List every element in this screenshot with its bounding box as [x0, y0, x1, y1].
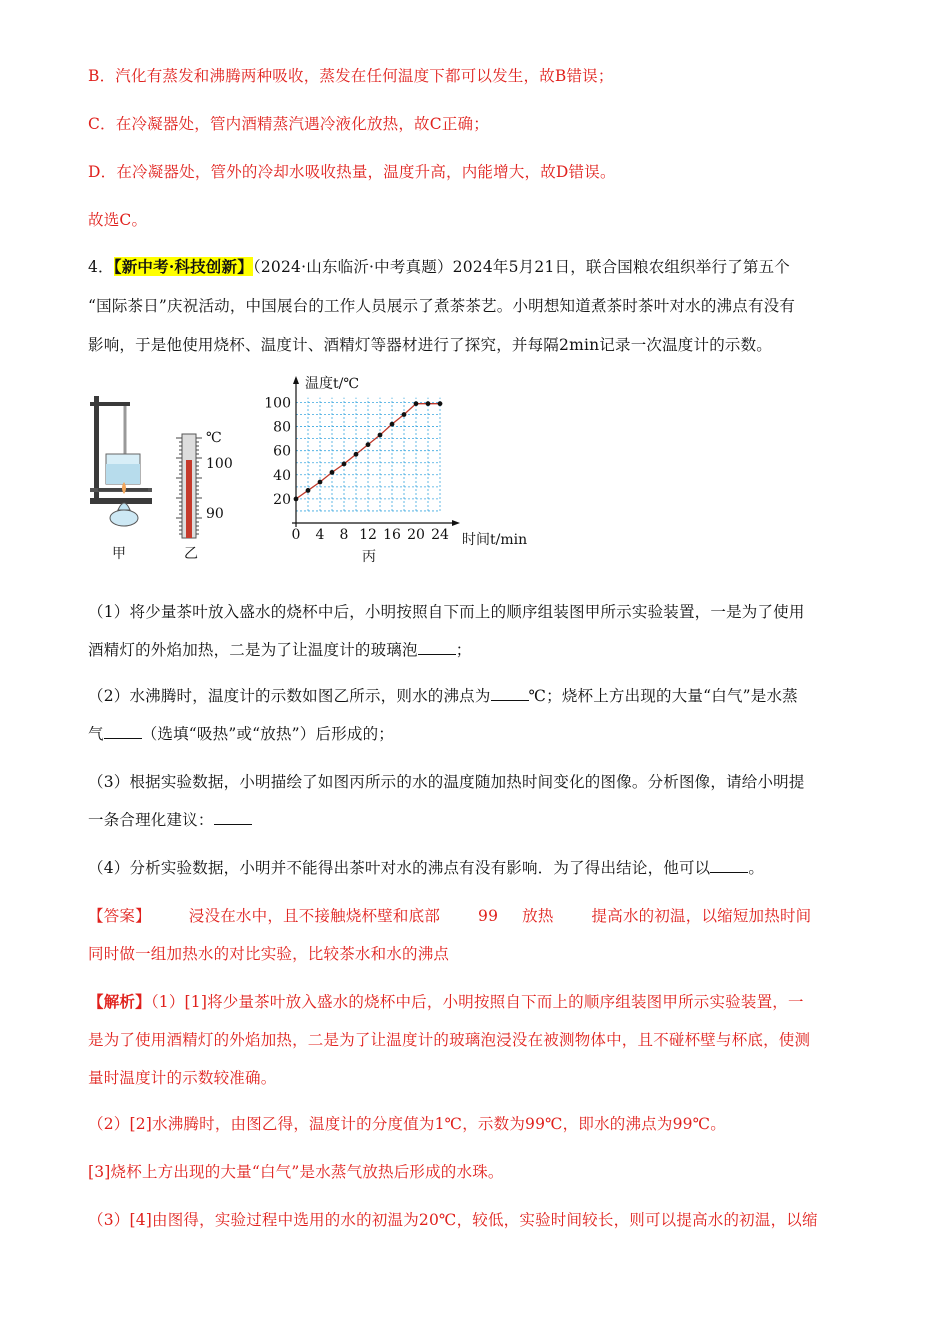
chart-data-point: [378, 433, 383, 438]
question-text-1: （2024·山东临沂·中考真题）2024年5月21日，联合国粮农组织举行了第五个: [252, 258, 791, 276]
chart-data-point: [366, 442, 371, 447]
chart-ylabel: 温度t/℃: [305, 376, 360, 392]
answer-label: 【答案】: [88, 907, 151, 925]
analysis-line3: 量时温度计的示数较准确。: [88, 1069, 277, 1087]
chart-y-arrow: [293, 376, 299, 384]
analysis-line6: （3）[4]由图得，实验过程中选用的水的初温为20℃，较低，实验时间较长，则可以提高水的初温，以缩: [88, 1211, 818, 1229]
analysis-line5: [3]烧杯上方出现的大量“白气”是水蒸气放热后形成的水珠。: [88, 1163, 504, 1181]
answer-2: 99: [478, 907, 499, 925]
q1-blank[interactable]: [418, 640, 456, 655]
lamp-body: [110, 510, 138, 526]
chart-data-point: [294, 496, 299, 501]
q3-line2: [88, 808, 252, 830]
q1-line2: [88, 638, 471, 660]
chart-data-point: [354, 452, 359, 457]
q2-text: （2）水沸腾时，温度计的示数如图乙所示，则水的沸点为: [88, 687, 491, 705]
analysis-label: 【解析】: [88, 992, 151, 1011]
chart-x-tick-label: 20: [407, 527, 425, 543]
q4-line: [88, 856, 764, 878]
question-4-line3: 影响，于是他使用烧杯、温度计、酒精灯等器材进行了探究，并每隔2min记录一次温度计的示数。: [88, 336, 773, 354]
chart-x-tick-label: 0: [291, 527, 301, 543]
chart-data-point: [306, 488, 311, 493]
q2-blank-heat[interactable]: [104, 724, 142, 739]
conclusion-text: 故选C。: [88, 211, 148, 229]
question-tag: 【新中考·科技创新】: [113, 257, 253, 276]
q2-text-b: 气: [88, 725, 104, 743]
option-b-text: B．汽化有蒸发和沸腾两种吸收，蒸发在任何温度下都可以发生，故B错误；: [88, 67, 614, 85]
q2-blank-boiling-point[interactable]: [491, 686, 529, 701]
answer-line1: [88, 904, 811, 926]
q4-end: 。: [748, 859, 765, 877]
option-d-text: D．在冷凝器处，管外的冷却水吸收热量，温度升高，内能增大，故D错误。: [88, 163, 616, 181]
water: [106, 464, 140, 484]
chart-y-tick-label: 60: [273, 443, 291, 460]
answer-1: 浸没在水中，且不接触烧杯壁和底部: [188, 907, 441, 925]
chart-y-tick-label: 40: [273, 467, 291, 484]
chart-x-tick-label: 12: [359, 527, 377, 543]
question-4-line2: “国际茶日”庆祝活动，中国展台的工作人员展示了煮茶茶艺。小明想知道煮茶时茶叶对水的沸点有没有: [88, 297, 796, 315]
chart-y-tick-label: 100: [264, 395, 291, 412]
answer-4: 提高水的初温，以缩短加热时间: [591, 907, 812, 925]
chart-data-point: [342, 462, 347, 467]
q1-text: 酒精灯的外焰加热，二是为了让温度计的玻璃泡: [88, 641, 418, 659]
stand-base: [90, 498, 152, 504]
thermometer-yi: [176, 430, 233, 562]
answer-3: 放热: [522, 907, 554, 925]
chart-y-tick-label: 20: [273, 491, 291, 508]
chart-xlabel: 时间t/min: [462, 532, 528, 548]
answer-line2: 同时做一组加热水的对比实验，比较茶水和水的沸点: [88, 945, 450, 963]
q2-text-b-post: （选填“吸热”或“放热”）后形成的；: [141, 725, 395, 743]
chart-y-tick-label: 80: [273, 419, 291, 436]
thermometer-unit: ℃: [206, 430, 222, 446]
chart-data-point: [414, 401, 419, 406]
analysis-line4: （2）[2]水沸腾时，由图乙得，温度计的分度值为1℃，示数为99℃，即水的沸点为99℃。: [88, 1115, 726, 1133]
option-c-text: C．在冷凝器处，管内酒精蒸汽遇冷液化放热，故C正确；: [88, 115, 489, 133]
thermometer-tick-90: 90: [206, 506, 224, 522]
chart-data-point: [330, 470, 335, 475]
q4-text: （4）分析实验数据，小明并不能得出茶叶对水的沸点有没有影响．为了得出结论，他可以: [88, 859, 711, 877]
q2-text-post: ℃；烧杯上方出现的大量“白气”是水蒸: [528, 687, 798, 705]
label-bing: 丙: [362, 549, 376, 565]
q2-line1: [88, 684, 798, 706]
q2-line2: [88, 722, 394, 744]
question-number: 4．: [88, 258, 114, 276]
analysis-p1a: （1）[1]将少量茶叶放入盛水的烧杯中后，小明按照自下而上的顺序组装图甲所示实验装置，一: [150, 993, 804, 1011]
temperature-chart: [264, 375, 527, 565]
chart-x-tick-label: 24: [431, 527, 449, 543]
q1-line1: （1）将少量茶叶放入盛水的烧杯中后，小明按照自下而上的顺序组装图甲所示实验装置，一是为了使用: [88, 603, 805, 621]
q1-end: ；: [455, 641, 472, 659]
analysis-line2: 是为了使用酒精灯的外焰加热，二是为了让温度计的玻璃泡浸没在被测物体中，且不碰杯壁与杯底，使测: [88, 1031, 811, 1049]
q3-text: 一条合理化建议：: [88, 811, 214, 829]
chart-data-point: [390, 422, 395, 427]
q3-blank[interactable]: [214, 810, 252, 825]
q4-blank[interactable]: [710, 858, 748, 873]
chart-x-tick-label: 4: [315, 527, 325, 543]
thermometer-tick-100: 100: [206, 456, 233, 472]
analysis-line1: [88, 990, 804, 1012]
chart-x-tick-label: 8: [339, 527, 349, 543]
chart-x-arrow: [452, 520, 460, 526]
chart-data-point: [402, 412, 407, 417]
label-yi: 乙: [184, 546, 198, 562]
chart-data-point: [318, 480, 323, 485]
apparatus-jia: [90, 396, 152, 562]
chart-x-tick-label: 16: [383, 527, 401, 543]
chart-data-point: [438, 401, 443, 406]
q3-line1: （3）根据实验数据，小明描绘了如图丙所示的水的温度随加热时间变化的图像。分析图像，请给小明提: [88, 773, 805, 791]
chart-data-point: [426, 401, 431, 406]
label-jia: 甲: [112, 546, 126, 562]
experiment-figure: [80, 368, 550, 568]
thermometer-liquid: [186, 460, 192, 538]
alcohol-lamp: [118, 503, 130, 510]
clamp-arm: [90, 402, 130, 406]
question-4-line1: [88, 255, 790, 277]
stand-rod: [94, 396, 99, 500]
